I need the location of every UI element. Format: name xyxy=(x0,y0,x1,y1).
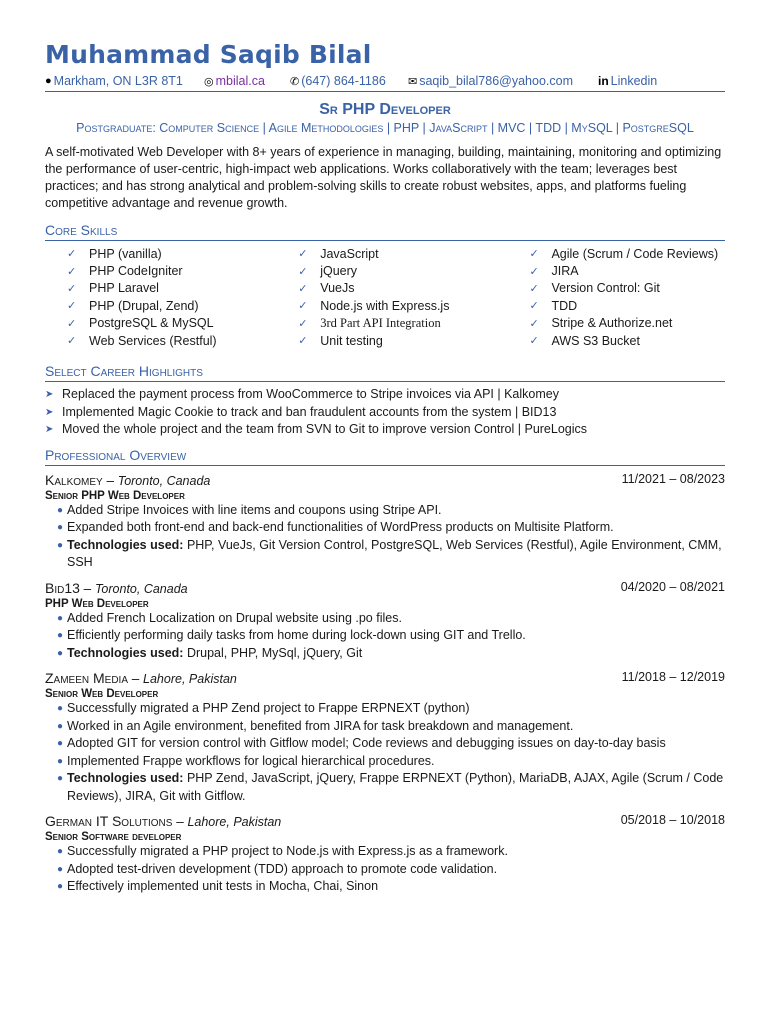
job-dates: 11/2018 – 12/2019 xyxy=(621,670,725,685)
company-name: Bid13 xyxy=(45,579,80,596)
arrow-icon: ➤ xyxy=(45,424,54,436)
skill-item: ✓ PHP CodeIgniter xyxy=(67,264,183,279)
bullet-icon: ● xyxy=(57,630,64,642)
email-icon: ✉ xyxy=(408,75,418,88)
contact-location: ● Markham, ON L3R 8T1 xyxy=(45,74,183,88)
bullet-icon: ● xyxy=(57,755,64,767)
list-item: ● Successfully migrated a PHP project to Node.js with Express.js as a framework. xyxy=(45,843,725,861)
check-icon: ✓ xyxy=(67,335,77,348)
list-item: ● Successfully migrated a PHP Zend project to Frappe ERPNEXT (python) xyxy=(45,700,725,718)
skill-item: ✓ JavaScript xyxy=(298,246,379,261)
skill-item: ✓ Unit testing xyxy=(298,333,383,348)
bullet-icon: ● xyxy=(57,539,64,551)
bullet-icon: ● xyxy=(57,773,64,785)
job-entry xyxy=(45,472,725,572)
list-item: ● Added Stripe Invoices with line items and coupons using Stripe API. xyxy=(45,502,725,520)
check-icon: ✓ xyxy=(67,282,77,295)
list-item: ● Worked in an Agile environment, benefited from JIRA for task breakdown and management. xyxy=(45,718,725,736)
skill-item: ✓ 3rd Part API Integration xyxy=(298,315,441,330)
arrow-icon: ➤ xyxy=(45,406,54,418)
list-item: ● Expanded both front-end and back-end functionalities of WordPress products on Multisite Platform. xyxy=(45,519,725,537)
contact-bar xyxy=(45,74,725,92)
skill-item: ✓ Web Services (Restful) xyxy=(67,333,217,348)
skill-item: ✓ PHP (Drupal, Zend) xyxy=(67,298,199,313)
highlights-list xyxy=(45,386,725,438)
check-icon: ✓ xyxy=(298,335,308,348)
job-entry xyxy=(45,670,725,805)
company-name: German IT Solutions xyxy=(45,813,173,830)
arrow-icon: ➤ xyxy=(45,389,54,401)
job-location: Toronto, Canada xyxy=(117,473,211,488)
job-role: PHP Web Developer xyxy=(45,597,149,610)
job-entry xyxy=(45,580,725,663)
job-header: German IT Solutions – Lahore, Pakistan 05/2018 – 10/2018 xyxy=(45,813,725,830)
linkedin-icon: in xyxy=(598,74,609,88)
list-item: ● Effectively implemented unit tests in Mocha, Chai, Sinon xyxy=(45,878,725,896)
job-location: Lahore, Pakistan xyxy=(143,672,237,687)
check-icon: ✓ xyxy=(67,317,77,330)
contact-linkedin[interactable]: in Linkedin xyxy=(598,74,658,88)
check-icon: ✓ xyxy=(67,248,77,261)
skill-item: ✓ PHP (vanilla) xyxy=(67,246,162,261)
job-role: Senior PHP Web Developer xyxy=(45,489,185,502)
job-header: Zameen Media – Lahore, Pakistan 11/2018 – 12/2019 xyxy=(45,670,725,687)
skill-item: ✓ JIRA xyxy=(529,264,579,279)
list-item: ➤ Implemented Magic Cookie to track and ban fraudulent accounts from the system | BID13 xyxy=(45,404,725,421)
job-role: Senior Software developer xyxy=(45,831,182,844)
resume-page xyxy=(45,0,725,896)
check-icon: ✓ xyxy=(529,248,539,261)
skill-item: ✓ Agile (Scrum / Code Reviews) xyxy=(529,246,719,261)
skill-item: ✓ PHP Laravel xyxy=(67,281,159,296)
skill-item: ✓ AWS S3 Bucket xyxy=(529,333,640,348)
job-header: Kalkomey – Toronto, Canada 11/2021 – 08/2023 xyxy=(45,471,725,488)
bullet-icon: ● xyxy=(57,863,64,875)
check-icon: ✓ xyxy=(529,282,539,295)
list-item: ● Adopted GIT for version control with Gitflow model; Code reviews and debugging issues on day-to-day basis xyxy=(45,735,725,753)
list-item: ● Efficiently performing daily tasks from home during lock-down using GIT and Trello. xyxy=(45,627,725,645)
globe-icon: ◎ xyxy=(204,75,214,88)
core-skills xyxy=(45,245,725,349)
summary: A self-motivated Web Developer with 8+ years of experience in managing, building, maintaining, monitoring and optimizing the performance of user-centric, high-impact web applications. Works collaboratively with the team; leverages best practices; and has strong analytical and problem-solving skills to create robust websites, apps, and platforms fueling competitive advantage and revenue growth. xyxy=(45,145,722,210)
list-item: ● Adopted test-driven development (TDD) approach to promote code validation. xyxy=(45,861,725,879)
check-icon: ✓ xyxy=(529,317,539,330)
check-icon: ✓ xyxy=(529,335,539,348)
bullet-icon: ● xyxy=(57,612,64,624)
core-skills-heading: Core Skills xyxy=(45,222,725,241)
check-icon: ✓ xyxy=(529,300,539,313)
job-role: Senior Web Developer xyxy=(45,688,159,701)
skill-item: ✓ Node.js with Express.js xyxy=(298,298,450,313)
bullet-icon: ● xyxy=(57,720,64,732)
job-entry xyxy=(45,813,725,896)
list-item: ➤ Replaced the payment process from WooCommerce to Stripe invoices via API | Kalkomey xyxy=(45,386,725,403)
check-icon: ✓ xyxy=(298,282,308,295)
check-icon: ✓ xyxy=(298,300,308,313)
highlights-heading: Select Career Highlights xyxy=(45,363,725,382)
job-location: Toronto, Canada xyxy=(94,581,188,596)
bullet-icon: ● xyxy=(57,881,64,893)
bullet-icon: ● xyxy=(57,703,64,715)
candidate-name: Muhammad Saqib Bilal xyxy=(45,40,372,69)
skills-column-2 xyxy=(276,245,507,349)
contact-email[interactable]: ✉ saqib_bilal786@yahoo.com xyxy=(408,74,573,88)
keyword-tags: Postgraduate: Computer Science | Agile Methodologies | PHP | JavaScript | MVC | TDD | MySQL | PostgreSQL xyxy=(76,121,694,135)
check-icon: ✓ xyxy=(298,248,308,261)
skill-item: ✓ PostgreSQL & MySQL xyxy=(67,316,214,331)
bullet-icon: ● xyxy=(57,522,64,534)
list-item: ● Technologies used: PHP Zend, JavaScript, jQuery, Frappe ERPNEXT (Python), MariaDB, AJAX, Agile (Scrum / Code Reviews), JIRA, Git with Gitflow. xyxy=(45,770,725,805)
list-item: ● Implemented Frappe workflows for logical hierarchical procedures. xyxy=(45,753,725,771)
check-icon: ✓ xyxy=(67,300,77,313)
phone-icon: ✆ xyxy=(290,75,300,88)
skills-column-1 xyxy=(45,245,276,349)
job-dates: 05/2018 – 10/2018 xyxy=(620,813,725,828)
map-pin-icon: ● xyxy=(45,75,52,87)
contact-phone[interactable]: ✆ (647) 864-1186 xyxy=(290,74,386,88)
job-location: Lahore, Pakistan xyxy=(187,815,282,830)
company-name: Zameen Media xyxy=(45,670,129,687)
overview-heading: Professional Overview xyxy=(45,447,725,466)
skill-item: ✓ Version Control: Git xyxy=(529,281,660,296)
bullet-icon: ● xyxy=(57,504,64,516)
list-item: ● Added French Localization on Drupal website using .po files. xyxy=(45,610,725,628)
list-item: ● Technologies used: Drupal, PHP, MySql, jQuery, Git xyxy=(45,645,725,663)
list-item: ➤ Moved the whole project and the team from SVN to Git to improve version Control | PureLogics xyxy=(45,421,725,438)
bullet-icon: ● xyxy=(57,738,64,750)
bullet-icon: ● xyxy=(57,846,64,858)
skill-item: ✓ jQuery xyxy=(298,264,358,279)
job-header: Bid13 – Toronto, Canada 04/2020 – 08/2021 xyxy=(45,579,725,596)
skills-column-3 xyxy=(507,245,725,349)
check-icon: ✓ xyxy=(529,265,539,278)
company-name: Kalkomey xyxy=(45,471,103,488)
job-dates: 04/2020 – 08/2021 xyxy=(620,579,725,594)
skill-item: ✓ TDD xyxy=(529,298,578,313)
contact-website[interactable]: ◎ mbilal.ca xyxy=(204,74,265,88)
bullet-icon: ● xyxy=(57,647,64,659)
job-title: Sr PHP Developer xyxy=(319,101,451,118)
list-item: ● Technologies used: PHP, VueJs, Git Version Control, PostgreSQL, Web Services (Restful), Agile Environment, CMM, SSH xyxy=(45,537,725,572)
check-icon: ✓ xyxy=(67,265,77,278)
check-icon: ✓ xyxy=(298,265,308,278)
check-icon: ✓ xyxy=(298,317,308,330)
job-dates: 11/2021 – 08/2023 xyxy=(621,471,725,486)
skill-item: ✓ VueJs xyxy=(298,281,355,296)
skill-item: ✓ Stripe & Authorize.net xyxy=(529,316,673,331)
